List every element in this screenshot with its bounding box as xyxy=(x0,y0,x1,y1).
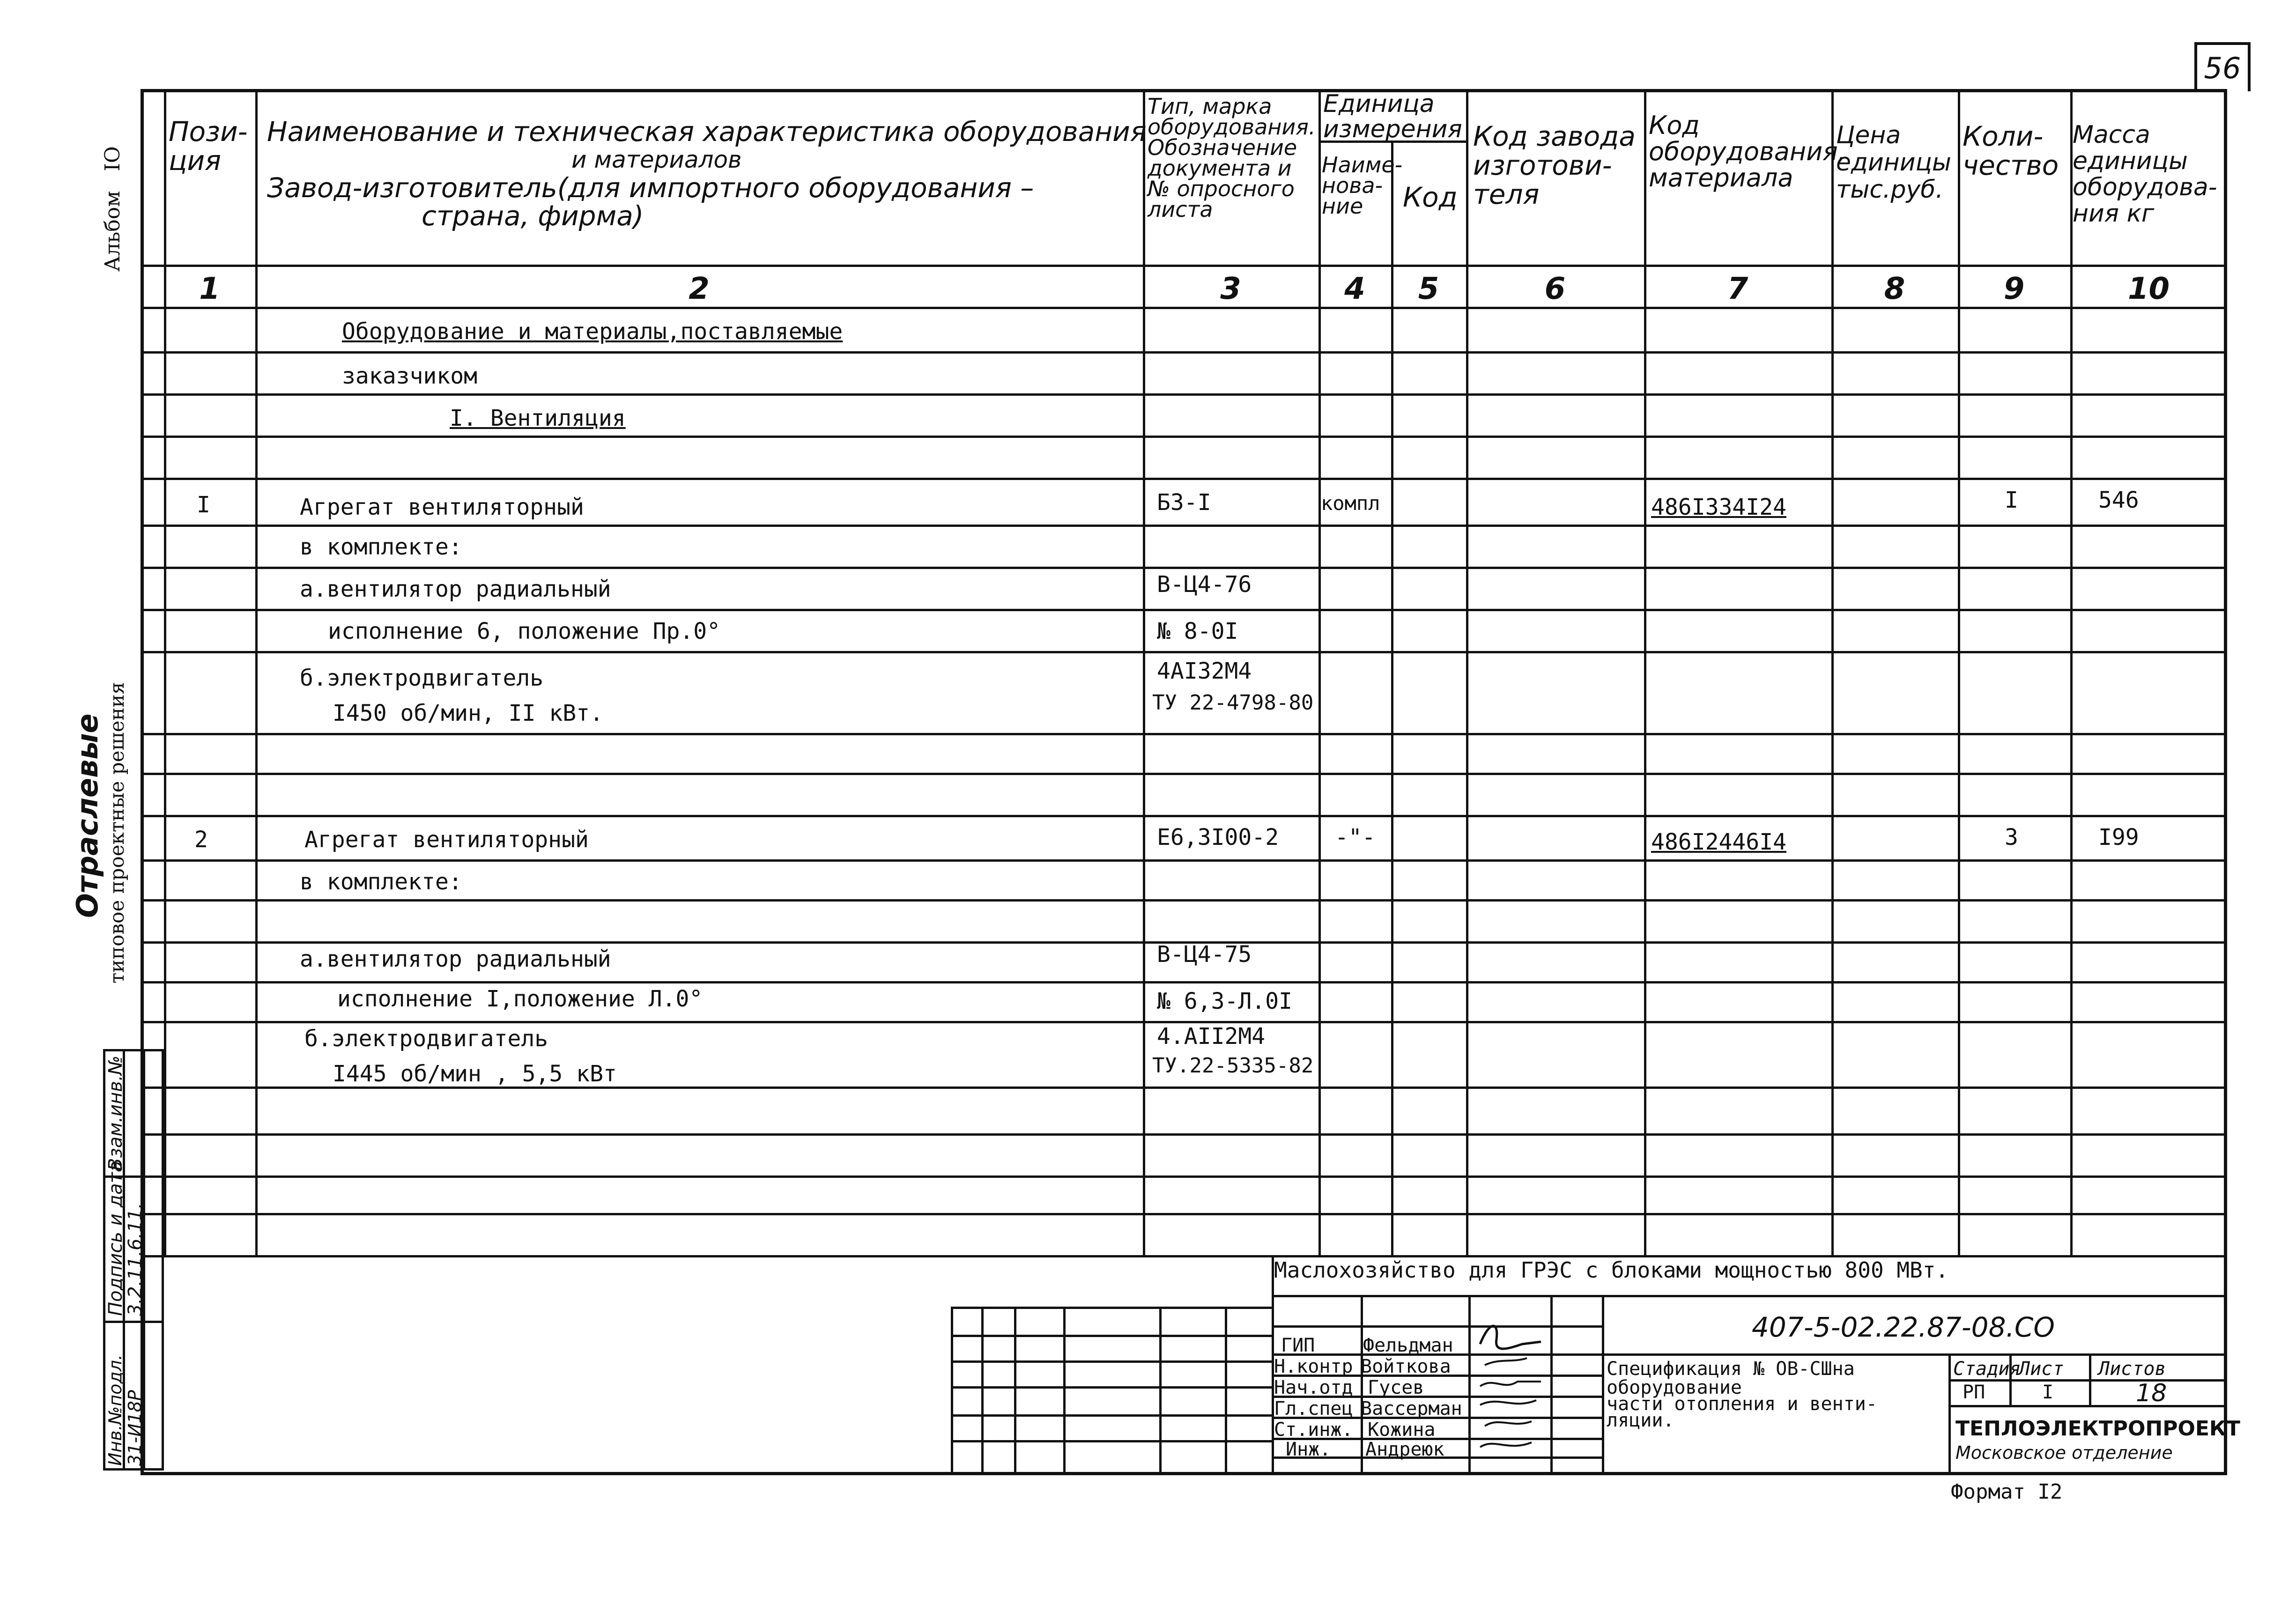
row1-code: 486I334I24 xyxy=(1651,494,1786,520)
row1-fan-exec: исполнение 6, положение Пр.0° xyxy=(328,618,721,644)
colnum-1: 1 xyxy=(199,272,220,306)
row2-fan-type: В-Ц4-75 xyxy=(1157,941,1252,968)
role-gip: ГИП xyxy=(1281,1335,1315,1356)
row2-motor-type: 4.АII2М4 xyxy=(1157,1023,1266,1050)
col3-header: Тип, марка оборудования. Обозначение документа и № опросного листа xyxy=(1148,94,1316,222)
sidebar-industry: Отраслевые xyxy=(70,713,104,918)
row2-motor-spec: I445 об/мин , 5,5 кВт xyxy=(333,1061,617,1087)
description-line4: ляции. xyxy=(1607,1410,1674,1431)
role-nachotd: Нач.отд xyxy=(1274,1377,1353,1398)
sheet-label: Лист xyxy=(2019,1358,2064,1380)
col9-header: Коли-чество xyxy=(1963,120,2059,181)
row2-motor-tu: ТУ.22-5335-82 xyxy=(1152,1054,1314,1078)
col4-header: Наиме-нова-ние xyxy=(1322,152,1403,219)
row2-qty: 3 xyxy=(2005,824,2018,850)
format-label: Формат I2 xyxy=(1951,1480,2063,1504)
row2-name: Агрегат вентиляторный xyxy=(304,827,589,853)
colnum-4: 4 xyxy=(1344,272,1365,306)
name-inzh: Андреюк xyxy=(1365,1439,1444,1460)
name-glspec: Вассерман xyxy=(1361,1398,1462,1419)
row1-type: Б3-I xyxy=(1157,489,1211,516)
sheet-value: I xyxy=(2042,1382,2054,1403)
colnum-9: 9 xyxy=(2003,272,2025,306)
sidebar-album: Альбом IO xyxy=(101,146,125,272)
row2-fan-num: № 6,3-Л.0I xyxy=(1157,988,1292,1014)
title-block-object: Маслохозяйство для ГРЭС с блоками мощностью 800 МВт. xyxy=(1274,1257,1949,1283)
row1-motor-tu: ТУ 22-4798-80 xyxy=(1152,691,1314,715)
row2-fan: а.вентилятор радиальный xyxy=(300,946,611,972)
row1-name: Агрегат вентиляторный xyxy=(300,494,584,520)
col10-header: Масса единицы оборудова-ния кг xyxy=(2073,121,2217,228)
colnum-8: 8 xyxy=(1884,272,1905,306)
row1-fan: а.вентилятор радиальный xyxy=(300,576,611,602)
sidebar-signature-label: Подпись и дата xyxy=(105,1160,126,1316)
row2-fan-exec: исполнение I,положение Л.0° xyxy=(337,986,703,1012)
role-ncontr: Н.контр xyxy=(1274,1356,1353,1377)
row1-set: в комплекте: xyxy=(300,534,462,560)
row2-motor: б.электродвигатель xyxy=(304,1026,548,1052)
signatures xyxy=(1471,1311,1550,1466)
colnum-7: 7 xyxy=(1727,272,1748,306)
row1-unit: компл xyxy=(1321,492,1380,515)
col2-header-line4: страна, фирма) xyxy=(422,200,644,232)
row2-set: в комплекте: xyxy=(300,869,462,895)
col5-header: Код xyxy=(1403,181,1458,213)
org-name: ТЕПЛОЭЛЕКТРОПРОЕКТ xyxy=(1955,1417,2240,1441)
sheets-value: 18 xyxy=(2136,1379,2167,1407)
col6-header: Код завода изготови-теля xyxy=(1473,120,1636,210)
unit-group-header: Единица измерения xyxy=(1323,90,1462,143)
row1-motor-spec: I450 об/мин, II кВт. xyxy=(333,700,603,726)
col8-header: Цена единицы тыс.руб. xyxy=(1836,121,1951,204)
col7-header: Код оборудования, материала xyxy=(1649,111,1846,192)
sidebar-inv-label: Инв.№подл. xyxy=(105,1354,126,1466)
col2-header-line3: Завод-изготовитель(для импортного оборудования – xyxy=(267,172,1034,204)
stage-label: Стадия xyxy=(1953,1358,2021,1380)
col2-header-line1: Наименование и техническая характеристика оборудования xyxy=(267,116,1147,148)
row1-motor: б.электродвигатель xyxy=(300,665,544,691)
description-line2: оборудование xyxy=(1607,1377,1742,1398)
document-code: 407-5-02.22.87-08.СО xyxy=(1752,1311,2055,1343)
row2-pos: 2 xyxy=(194,827,208,853)
role-stinzh: Ст.инж. xyxy=(1274,1419,1353,1441)
role-inzh: Инж. xyxy=(1286,1439,1331,1460)
row1-fan-num: № 8-0I xyxy=(1157,618,1238,644)
description-line3: части отопления и венти- xyxy=(1607,1393,1877,1415)
col2-header-line2: и материалов xyxy=(571,146,742,173)
row1-qty: I xyxy=(2005,487,2018,513)
row1-fan-type: В-Ц4-76 xyxy=(1157,571,1252,598)
colnum-3: 3 xyxy=(1220,272,1241,306)
description-line1: Спецификация № ОВ-СШна xyxy=(1607,1358,1855,1380)
role-glspec: Гл.спец xyxy=(1274,1398,1353,1419)
sidebar-replacement-label: Взам.инв.№ xyxy=(105,1055,126,1171)
col1-header: Пози-ция xyxy=(169,116,248,177)
stage-value: РП xyxy=(1963,1382,1985,1403)
row2-code: 486I2446I4 xyxy=(1651,829,1786,855)
row1-pos: I xyxy=(197,492,210,518)
row2-mass: I99 xyxy=(2098,824,2139,850)
sidebar-signature-value: 3.2.11.6.11. xyxy=(125,1203,146,1316)
name-gip: Фельдман xyxy=(1363,1335,1453,1356)
sidebar-project-type: типовое проектные решения xyxy=(105,682,128,983)
page-number: 56 xyxy=(2194,42,2251,91)
row2-type: Е6,3I00-2 xyxy=(1157,824,1279,850)
row-section-line2: заказчиком xyxy=(342,363,477,389)
row-subsection: I. Вентиляция xyxy=(450,405,626,431)
name-stinzh: Кожина xyxy=(1368,1419,1436,1441)
sidebar-inv-value: 31-И18Р xyxy=(125,1390,145,1466)
name-ncontr: Войткова xyxy=(1361,1356,1451,1377)
colnum-5: 5 xyxy=(1418,272,1439,306)
row1-mass: 546 xyxy=(2098,487,2139,513)
colnum-10: 10 xyxy=(2127,272,2170,306)
name-nachotd: Гусев xyxy=(1368,1377,1424,1398)
colnum-2: 2 xyxy=(689,272,710,306)
row2-unit: -"- xyxy=(1335,824,1376,850)
row1-motor-type: 4АI32М4 xyxy=(1157,658,1252,684)
org-branch: Московское отделение xyxy=(1955,1442,2173,1463)
sheets-label: Листов xyxy=(2098,1358,2166,1380)
row-section-line1: Оборудование и материалы,поставляемые xyxy=(342,318,843,345)
colnum-6: 6 xyxy=(1544,272,1566,306)
